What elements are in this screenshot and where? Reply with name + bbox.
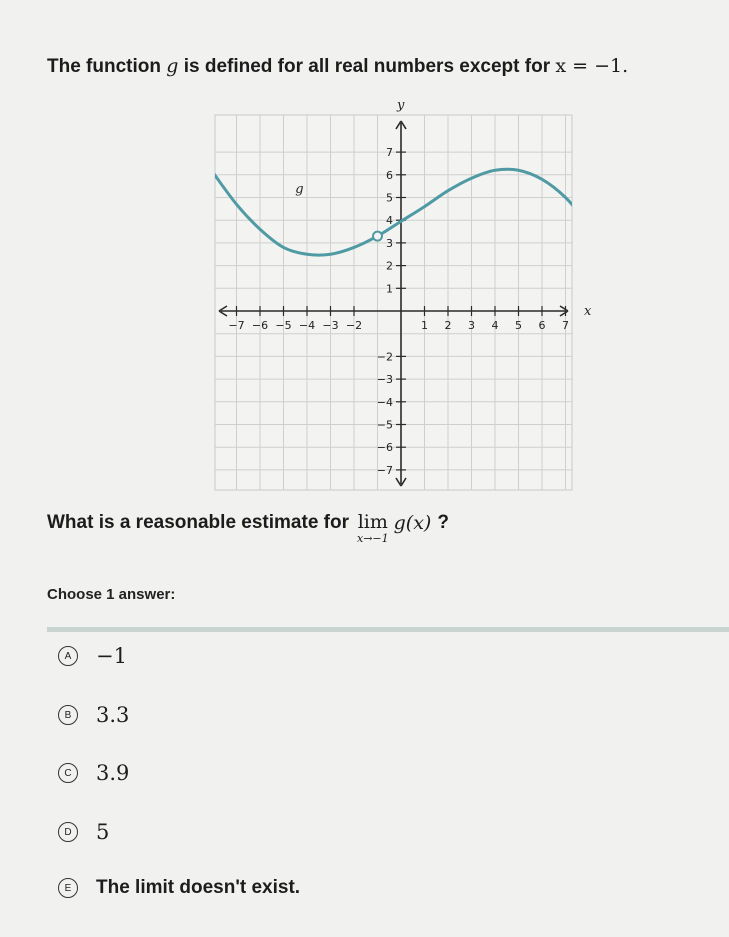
x-tick-label: 6: [538, 319, 546, 332]
y-tick-label: 1: [386, 282, 393, 296]
question-mark: ?: [437, 512, 449, 533]
graph-svg: [200, 95, 590, 495]
limit-expression: g(x): [393, 512, 432, 534]
x-tick-label: −5: [275, 319, 292, 332]
x-tick-label: 1: [421, 319, 428, 332]
lim-subscript: x→−1: [357, 532, 389, 545]
y-tick-label: −3: [376, 373, 393, 387]
question-prefix: What is a reasonable estimate for: [47, 512, 349, 533]
x-tick-label: −2: [345, 319, 363, 332]
choose-label: Choose 1 answer:: [47, 586, 176, 603]
y-tick-label: 2: [386, 259, 393, 273]
answer-option-d[interactable]: [58, 817, 109, 847]
answer-option-c[interactable]: [58, 758, 129, 788]
lim-word: lim: [357, 511, 388, 533]
function-name: g: [166, 55, 179, 77]
statement-prefix: The function: [47, 56, 161, 77]
option-text-e: The limit doesn't exist.: [96, 877, 301, 898]
function-graph: [200, 95, 590, 495]
y-tick-label: 6: [386, 168, 393, 182]
option-letter-c: C: [58, 763, 78, 783]
x-tick-label: −3: [322, 319, 339, 332]
open-point: [373, 232, 382, 241]
y-axis-label: y: [397, 98, 405, 113]
statement-suffix: is defined for all real numbers except for: [183, 56, 551, 77]
x-tick-label: 4: [491, 319, 499, 332]
x-tick-label: 7: [562, 319, 569, 332]
option-letter-e: E: [58, 878, 78, 898]
answer-option-a[interactable]: [58, 641, 127, 671]
option-text-d: 5: [96, 820, 110, 844]
y-tick-label: −4: [376, 395, 393, 409]
excluded-value: x = −1.: [555, 55, 629, 77]
option-text-b: 3.3: [96, 703, 130, 727]
y-tick-label: 3: [386, 236, 393, 250]
y-tick-label: −6: [376, 441, 393, 455]
x-tick-label: −4: [298, 319, 316, 332]
x-tick-label: 2: [444, 319, 452, 332]
x-tick-label: −6: [251, 319, 269, 332]
option-text-c: 3.9: [96, 761, 130, 785]
answer-option-b[interactable]: [58, 700, 129, 730]
x-tick-label: 5: [515, 319, 522, 332]
x-tick-label: −7: [228, 319, 245, 332]
y-tick-label: −2: [376, 350, 393, 364]
x-tick-label: 3: [468, 319, 475, 332]
option-text-a: −1: [96, 644, 127, 668]
answer-option-e[interactable]: [58, 873, 300, 903]
limit-notation: [357, 512, 389, 546]
divider: [47, 627, 729, 632]
y-tick-label: −7: [376, 463, 393, 477]
y-tick-label: 7: [386, 146, 393, 160]
option-letter-a: A: [58, 646, 78, 666]
option-letter-b: B: [58, 705, 78, 725]
y-tick-label: −5: [376, 418, 393, 432]
y-tick-label: 4: [386, 214, 393, 228]
curve-label-g: g: [295, 181, 304, 197]
x-axis-label: x: [584, 304, 592, 319]
option-letter-d: D: [58, 822, 78, 842]
question: [47, 512, 449, 546]
problem-statement: [47, 55, 628, 78]
y-tick-label: 5: [386, 191, 393, 205]
